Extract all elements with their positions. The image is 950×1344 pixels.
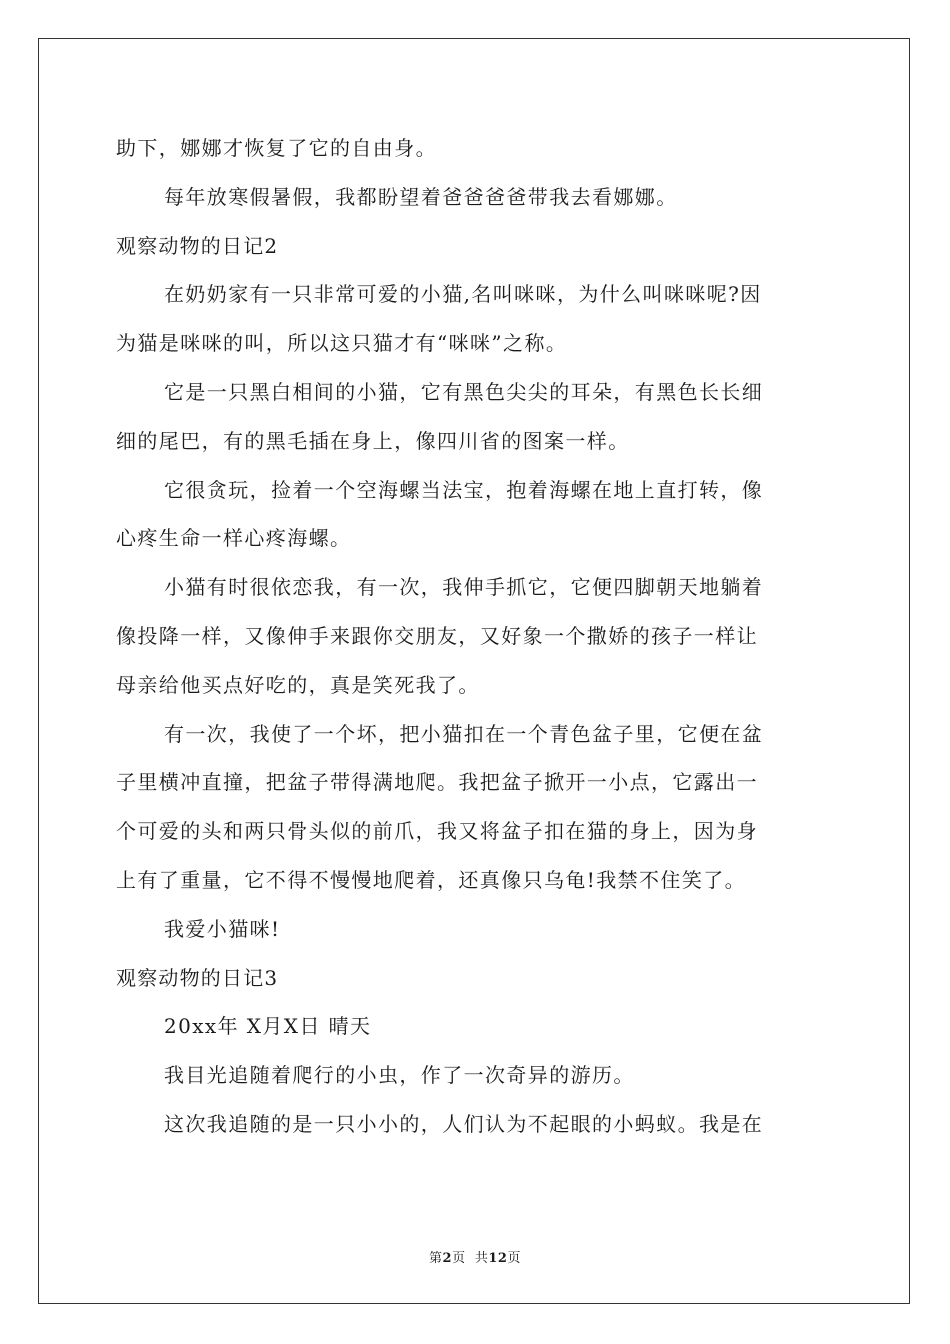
page-label-prefix: 第 [429,1251,443,1266]
section-heading: 观察动物的日记3 [116,965,279,990]
paragraph-line: 它是一只黑白相间的小猫，它有黑色尖尖的耳朵，有黑色长长细 [164,379,764,404]
paragraph-line: 细的尾巴，有的黑毛插在身上，像四川省的图案一样。 [116,428,630,453]
current-page-number: 2 [442,1251,453,1266]
paragraph-line: 为猫是咪咪的叫，所以这只猫才有“咪咪”之称。 [116,331,568,356]
paragraph-line: 每年放寒假暑假，我都盼望着爸爸爸爸带我去看娜娜。 [164,184,678,209]
paragraph-line: 有一次，我使了一个坏，把小猫扣在一个青色盆子里，它便在盆 [164,721,764,746]
paragraph-line: 它很贪玩，捡着一个空海螺当法宝，抱着海螺在地上直打转，像 [164,477,764,502]
paragraph-line: 上有了重量，它不得不慢慢地爬着，还真像只乌龟!我禁不住笑了。 [116,867,747,892]
paragraph-line: 母亲给他买点好吃的，真是笑死我了。 [116,672,480,697]
total-pages-number: 12 [488,1251,508,1266]
paragraph-line: 子里横冲直撞，把盆子带得满地爬。我把盆子掀开一小点，它露出一 [116,770,758,795]
paragraph-line: 在奶奶家有一只非常可爱的小猫,名叫咪咪，为什么叫咪咪呢?因 [164,282,762,307]
paragraph-line: 心疼生命一样心疼海螺。 [116,526,352,551]
paragraph-line: 这次我追随的是一只小小的，人们认为不起眼的小蚂蚁。我是在 [164,1111,764,1136]
document-body [116,128,836,1153]
section-heading: 观察动物的日记2 [116,233,279,258]
paragraph-line: 小猫有时很依恋我，有一次，我伸手抓它，它便四脚朝天地躺着 [164,575,764,600]
page-label-suffix: 页 [507,1251,521,1266]
paragraph-line: 我目光追随着爬行的小虫，作了一次奇异的游历。 [164,1063,635,1088]
paragraph-line: 助下，娜娜才恢复了它的自由身。 [116,136,437,160]
diary-date-line: 20xx年 X月X日 晴天 [164,1014,372,1039]
paragraph-line: 我爱小猫咪! [164,916,281,941]
paragraph-line: 像投降一样，又像伸手来跟你交朋友，又好象一个撒娇的孩子一样让 [116,623,758,648]
page-footer [0,1247,950,1266]
page-label-mid: 页 共 [452,1251,489,1266]
paragraph-line: 个可爱的头和两只骨头似的前爪，我又将盆子扣在猫的身上，因为身 [116,819,758,844]
